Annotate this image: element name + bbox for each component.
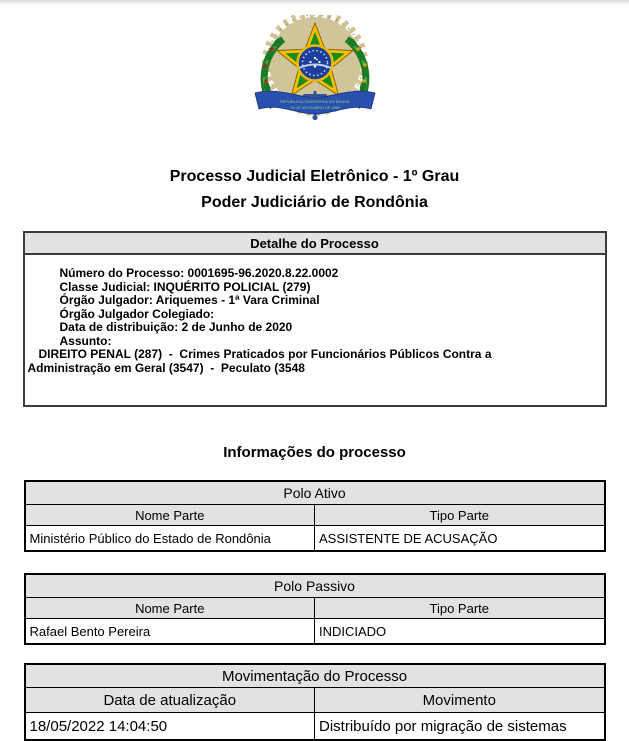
field-numero-processo: Número do Processo: 0001695-96.2020.8.22.0002 bbox=[59, 266, 339, 280]
brazil-coat-of-arms bbox=[245, 15, 385, 132]
page-title: Processo Judicial Eletrônico - 1º Grau bbox=[169, 168, 460, 185]
polo-ativo-tipo-parte: ASSISTENTE DE ACUSAÇÃO bbox=[315, 526, 605, 552]
ribbon-text-line2: 15 DE NOVEMBRO DE 1889 bbox=[289, 106, 340, 110]
polo-passivo-nome-parte: Rafael Bento Pereira bbox=[25, 619, 315, 645]
polo-ativo-nome-parte: Ministério Público do Estado de Rondônia bbox=[25, 526, 315, 552]
movimentacao-col-movimento: Movimento bbox=[315, 688, 605, 713]
movimentacao-table bbox=[24, 663, 606, 741]
field-data-distribuicao: Data de distribuição: 2 de Junho de 2020 bbox=[59, 320, 293, 334]
table-row bbox=[25, 713, 605, 741]
polo-passivo-col-nome-parte: Nome Parte bbox=[25, 598, 315, 619]
detail-box-header: Detalhe do Processo bbox=[25, 233, 605, 255]
table-row bbox=[25, 526, 605, 552]
polo-ativo-col-nome-parte: Nome Parte bbox=[25, 505, 315, 526]
movimentacao-movimento: Distribuído por migração de sistemas bbox=[315, 713, 605, 741]
assunto-value-line2: Administração em Geral (3547) - Peculato (3548 bbox=[27, 360, 305, 375]
detail-box-body bbox=[25, 255, 605, 405]
polo-ativo-col-tipo-parte: Tipo Parte bbox=[315, 505, 605, 526]
movimentacao-col-data-atualizacao: Data de atualização bbox=[25, 688, 315, 713]
section-heading-informacoes: Informações do processo bbox=[223, 444, 406, 461]
page-subtitle: Poder Judiciário de Rondônia bbox=[201, 194, 428, 211]
top-edge-gradient bbox=[0, 0, 629, 5]
polo-passivo-col-tipo-parte: Tipo Parte bbox=[315, 598, 605, 619]
sword-pommel bbox=[312, 115, 317, 120]
polo-passivo-tipo-parte: INDICIADO bbox=[315, 619, 605, 645]
polo-ativo-title: Polo Ativo bbox=[25, 481, 605, 505]
table-row bbox=[25, 619, 605, 645]
coat-of-arms-icon bbox=[245, 15, 385, 127]
movimentacao-data-atualizacao: 18/05/2022 14:04:50 bbox=[25, 713, 315, 741]
process-detail-box bbox=[23, 231, 607, 407]
celestial-disc bbox=[297, 46, 332, 81]
field-assunto-label: Assunto: bbox=[59, 333, 112, 348]
ribbon-text-line1: REPÚBLICA FEDERATIVA DO BRASIL bbox=[279, 99, 350, 104]
assunto-value-line1: DIREITO PENAL (287) - Crimes Praticados por Funcionários Públicos Contra a bbox=[38, 347, 492, 361]
movimentacao-title: Movimentação do Processo bbox=[25, 664, 605, 688]
field-classe-judicial: Classe Judicial: INQUÉRITO POLICIAL (279) bbox=[59, 279, 311, 294]
polo-passivo-table bbox=[24, 573, 606, 645]
polo-passivo-title: Polo Passivo bbox=[25, 574, 605, 598]
polo-ativo-table bbox=[24, 480, 606, 552]
field-orgao-julgador-colegiado: Órgão Julgador Colegiado: bbox=[59, 306, 215, 321]
field-orgao-julgador: Órgão Julgador: Ariquemes - 1ª Vara Criminal bbox=[59, 293, 320, 307]
